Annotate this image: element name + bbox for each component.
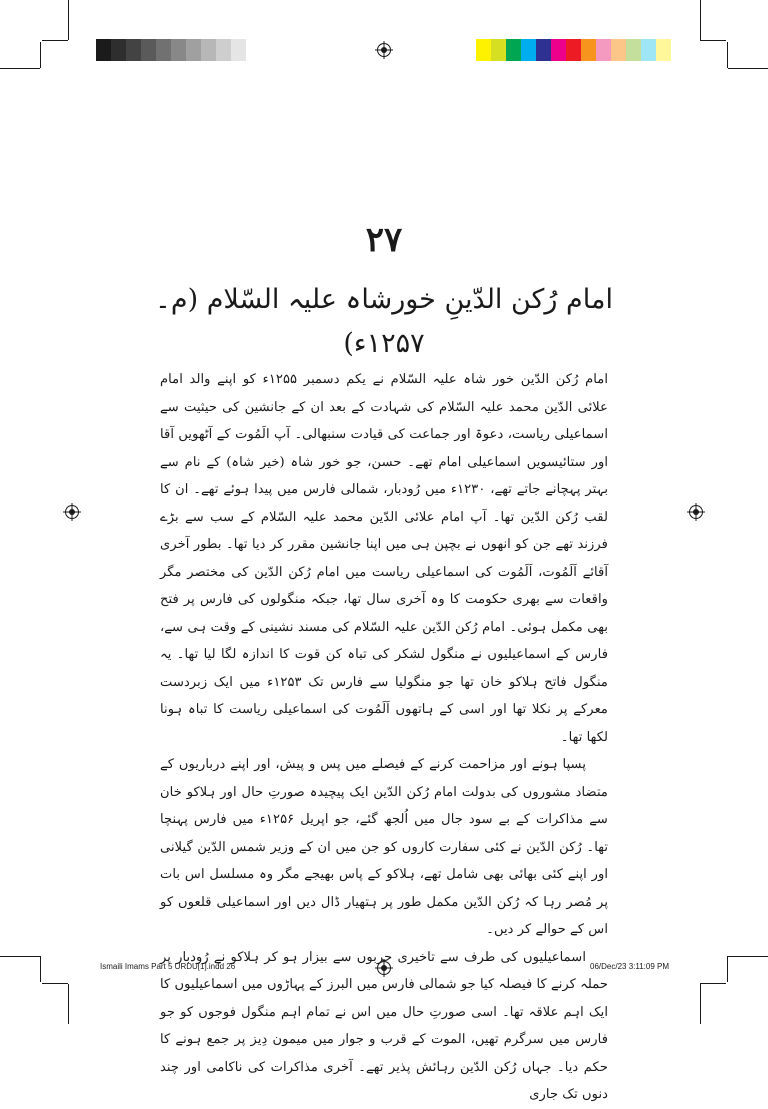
crop-mark: [42, 983, 68, 984]
chapter-number: ۲۷: [365, 220, 403, 260]
crop-mark: [700, 40, 726, 41]
crop-mark: [728, 956, 768, 957]
crop-mark: [727, 42, 728, 68]
crop-mark: [728, 68, 768, 69]
color-swatch: [611, 39, 626, 61]
paragraph: اسماعیلیوں کی طرف سے تاخیری حربوں سے بیزار ہو کر ہلاکو نے رُودبار پر حملہ کرنے کا فیصلہ کیا جو شمالی فارس میں البرز کے پہاڑوں میں اسماعیلیوں کا ایک اہم علاقہ تھا۔ اسی صورتِ حال میں اس نے تمام اہم منگول فوجوں کو جو فارس میں سرگرم تھیں، الموت کے قرب و جوار میں میمون دِیز پر جمع ہونے کا حکم دیا۔ جہاں رُکن الدّین رہائش پذیر تھے۔ آخری مذاکرات کی ناکامی اور چند دنوں تک جاری: [159, 949, 608, 1102]
chapter-title: امام رُکن الدّینِ خورشاہ علیہ السّلام (م۔ ۱۲۵۷ء): [155, 284, 613, 359]
color-swatch: [216, 39, 231, 61]
crop-mark: [700, 983, 726, 984]
color-swatch: [141, 39, 156, 61]
color-swatch: [156, 39, 171, 61]
color-swatch: [551, 39, 566, 61]
crop-mark: [727, 956, 728, 982]
color-swatch: [506, 39, 521, 61]
color-swatch: [126, 39, 141, 61]
crop-mark: [700, 0, 701, 40]
color-swatch: [566, 39, 581, 61]
slug-filename: Ismaili Imams Part 5 URDU[1].indd 26: [100, 962, 236, 971]
color-swatch: [491, 39, 506, 61]
crop-mark: [68, 984, 69, 1024]
crop-mark: [0, 68, 40, 69]
registration-mark-icon: [687, 503, 705, 521]
color-swatch: [536, 39, 551, 61]
color-swatch: [186, 39, 201, 61]
registration-mark-icon: [63, 503, 81, 521]
color-swatch: [231, 39, 246, 61]
color-swatch: [656, 39, 671, 61]
color-swatch: [111, 39, 126, 61]
color-swatch: [626, 39, 641, 61]
color-swatch: [171, 39, 186, 61]
color-swatch: [476, 39, 491, 61]
crop-mark: [700, 984, 701, 1024]
slug-timestamp: 06/Dec/23 3:11:09 PM: [590, 962, 670, 971]
color-swatch: [581, 39, 596, 61]
color-swatch: [641, 39, 656, 61]
crop-mark: [40, 42, 41, 68]
body-text: [160, 366, 608, 1109]
crop-mark: [0, 956, 40, 957]
color-swatch: [521, 39, 536, 61]
crop-mark: [68, 0, 69, 40]
grayscale-color-bar: [96, 39, 246, 61]
registration-mark-icon: [375, 41, 393, 59]
crop-mark: [40, 956, 41, 982]
paragraph: پسپا ہونے اور مزاحمت کرنے کے فیصلے میں پس و پیش، اور اپنے درباریوں کے متضاد مشوروں کی بدولت امام رُکن الدّین ایک پیچیدہ صورتِ حال اور ہلاکو خان سے مذاکرات کے بے سود جال میں اُلجھ گئے، جو اپریل ۱۲۵۶ء میں فارس پہنچا تھا۔ رُکن الدّین نے کئی سفارت کاروں کو جن میں ان کے وزیر شمس الدّین گیلانی اور اپنے کئی بھائی بھی شامل تھے، ہلاکو کے پاس بھیجے مگر وہ مسلسل اس بات پر مُصر رہا کہ رُکن الدّین مکمل طور پر ہتھیار ڈال دیں اور اسماعیلی قلعوں کو اس کے حوالے کر دیں۔: [160, 757, 608, 937]
crop-mark: [42, 40, 68, 41]
paragraph: امام رُکن الدّین خور شاہ علیہ السّلام نے یکم دسمبر ۱۲۵۵ء کو اپنے والد امام علائی الدّین محمد علیہ السّلام کی شہادت کے بعد ان کے جانشین کی حیثیت سے اسماعیلی ریاست، دعوۃ اور جماعت کی قیادت سنبھالی۔ آپ الَمُوت کے آٹھویں آقا اور ستائیسویں اسماعیلی امام تھے۔ حسن، جو خور شاہ (خیر شاہ) کے نام سے بہتر پہچانے جاتے تھے، ۱۲۳۰ء میں رُودبار، شمالی فارس میں پیدا ہوئے تھے۔ ان کا لقب رُکن الدّین تھا۔ آپ امام علائی الدّین محمد علیہ السّلام کے سب سے بڑے فرزند تھے جن کو انھوں نے بچپن ہی میں اپنا جانشین مقرر کر دیا تھا۔ بطور آخری آقائے اَلَمُوت، اَلَمُوت کی اسماعیلی ریاست میں امام رُکن الدّین کی مختصر مگر واقعات سے بھری حکومت کا وہ آخری سال تھا، جبکہ منگولوں کی فارس پر فتح بھی مکمل ہوئی۔ امام رُکن الدّین علیہ السّلام کی مسند نشینی کے وقت ہی سے، فارس کے اسماعیلیوں نے منگول لشکر کی تباہ کن قوت کا اندازہ لگا لیا تھا۔ یہ منگول فاتح ہلاکو خان تھا جو منگولیا سے فارس تک ۱۲۵۳ء میں ایک زبردست معرکے پر نکلا تھا اور اسی کے ہاتھوں اَلَمُوت کی اسماعیلی ریاست کا تباہ ہونا لکھا تھا۔: [160, 372, 609, 745]
color-swatch: [596, 39, 611, 61]
color-swatch: [201, 39, 216, 61]
process-color-bar: [476, 39, 671, 61]
color-swatch: [96, 39, 111, 61]
